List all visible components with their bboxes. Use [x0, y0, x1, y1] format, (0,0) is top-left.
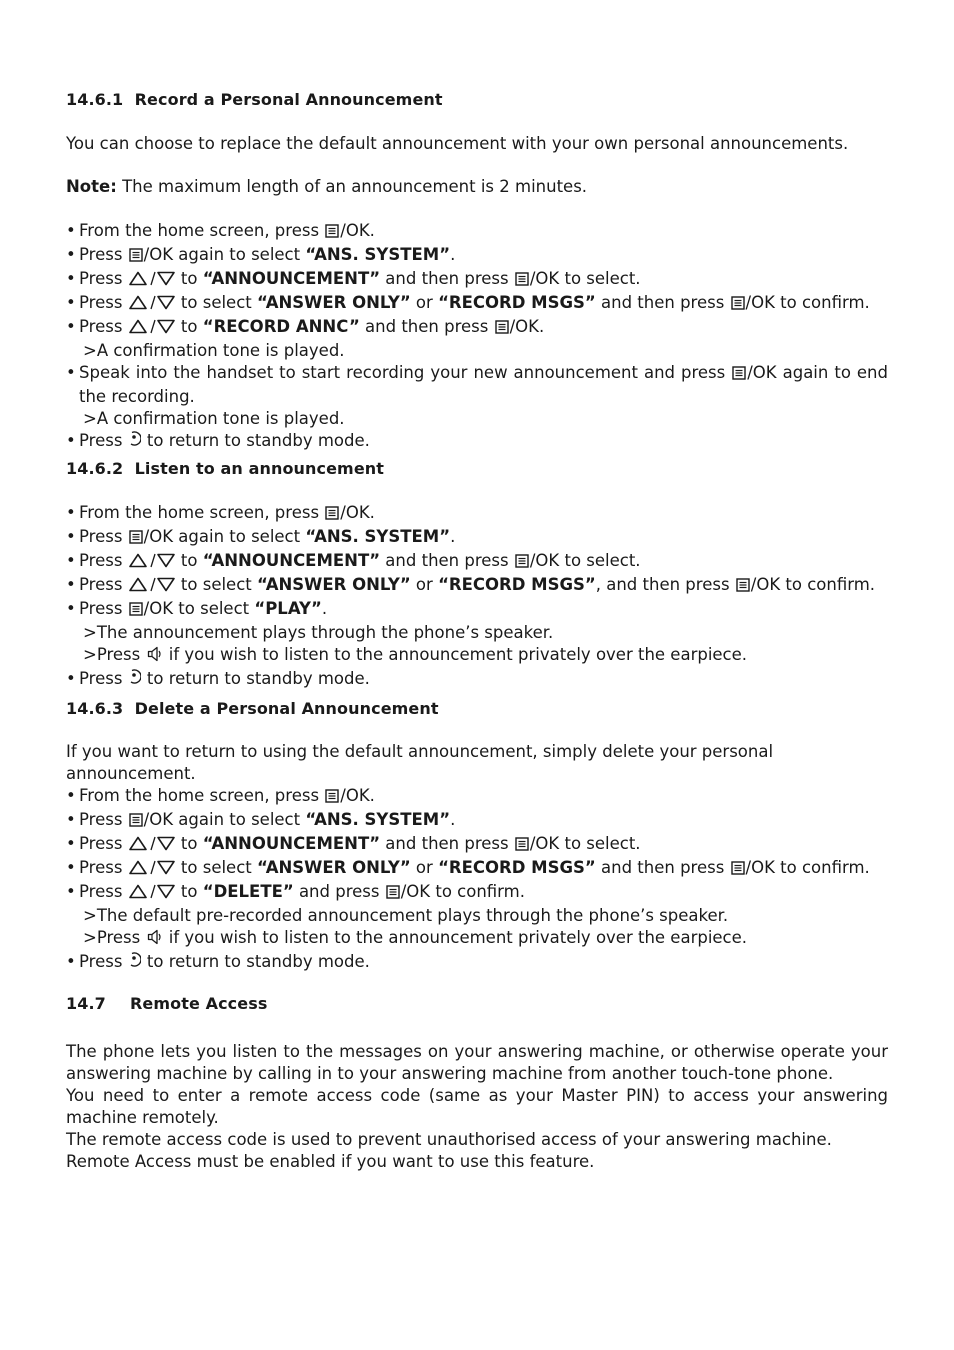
paragraph: You need to enter a remote access code (same as your Master PIN) to access your answering machine remotely. — [66, 1086, 888, 1127]
up-down-arrow-icon — [129, 552, 175, 574]
menu-ok-icon — [325, 504, 339, 526]
paragraph: Remote Access must be enabled if you want to use this feature. — [66, 1152, 595, 1171]
up-down-arrow-icon — [129, 318, 175, 340]
list-item: • Press to “ANNOUNCEMENT” and then press /OK to select. — [66, 833, 888, 857]
list-item: >A confirmation tone is played. — [83, 341, 345, 360]
list-item: • Press to return to standby mode. — [66, 668, 888, 692]
up-down-arrow-icon — [129, 883, 175, 905]
menu-ok-icon — [736, 576, 750, 598]
list-item: • Press to return to standby mode. — [66, 430, 888, 454]
menu-ok-icon — [129, 528, 143, 550]
list-item: • Press to “DELETE” and press /OK to confirm. — [66, 881, 888, 905]
steps-list-listen — [66, 502, 888, 692]
paragraph: The phone lets you listen to the messages on your answering machine, or otherwise operate your answering machine by calling in to your answering machine from another touch-tone phone. — [66, 1042, 888, 1083]
menu-ok-icon — [515, 835, 529, 857]
list-item: >Press if you wish to listen to the announcement privately over the earpiece. — [66, 644, 888, 668]
steps-list-record — [66, 220, 888, 454]
list-item: • Press to select “ANSWER ONLY” or “RECORD MSGS” and then press /OK to confirm. — [66, 292, 888, 316]
list-item: >A confirmation tone is played. — [83, 409, 345, 428]
paragraph: The remote access code is used to prevent unauthorised access of your answering machine. — [66, 1130, 832, 1149]
end-call-icon — [129, 951, 141, 975]
list-item: • Press to “RECORD ANNC” and then press /OK. — [66, 316, 888, 340]
menu-ok-icon — [129, 600, 143, 622]
list-item: >The default pre-recorded announcement plays through the phone’s speaker. — [83, 906, 729, 925]
up-down-arrow-icon — [129, 576, 175, 598]
list-item: • Press to “ANNOUNCEMENT” and then press /OK to select. — [66, 550, 888, 574]
menu-ok-icon — [325, 222, 339, 244]
list-item: • Press /OK again to select “ANS. SYSTEM”. — [66, 526, 888, 550]
list-item: • Press to return to standby mode. — [66, 951, 888, 975]
steps-list-delete — [66, 785, 888, 975]
list-item: >The announcement plays through the phone’s speaker. — [83, 623, 554, 642]
menu-ok-icon — [515, 552, 529, 574]
menu-ok-icon — [129, 246, 143, 268]
up-down-arrow-icon — [129, 835, 175, 857]
intro-text: If you want to return to using the default announcement, simply delete your personal announcement. — [66, 742, 774, 783]
menu-ok-icon — [325, 787, 339, 809]
speaker-icon — [147, 646, 163, 668]
speaker-icon — [147, 929, 163, 951]
remote-access-body — [66, 1041, 888, 1173]
list-item: >Press if you wish to listen to the announcement privately over the earpiece. — [66, 927, 888, 951]
list-item: • Press to “ANNOUNCEMENT” and then press /OK to select. — [66, 268, 888, 292]
menu-ok-icon — [731, 859, 745, 881]
list-item: • Press /OK again to select “ANS. SYSTEM”. — [66, 244, 888, 268]
menu-ok-icon — [495, 318, 509, 340]
list-item: • Speak into the handset to start recording your new announcement and press /OK again to end the recording. — [66, 362, 888, 408]
menu-ok-icon — [731, 294, 745, 316]
list-item: • Press to select “ANSWER ONLY” or “RECORD MSGS” and then press /OK to confirm. — [66, 857, 888, 881]
list-item: • From the home screen, press /OK. — [66, 220, 888, 244]
note-text: Note: The maximum length of an announcement is 2 minutes. — [66, 177, 588, 196]
list-item: • From the home screen, press /OK. — [66, 502, 888, 526]
list-item: • From the home screen, press /OK. — [66, 785, 888, 809]
menu-ok-icon — [732, 364, 746, 386]
up-down-arrow-icon — [129, 270, 175, 292]
menu-ok-icon — [386, 883, 400, 905]
list-item: • Press /OK again to select “ANS. SYSTEM”. — [66, 809, 888, 833]
section-heading-14-6-3: 14.6.3 Delete a Personal Announcement — [66, 699, 439, 718]
up-down-arrow-icon — [129, 294, 175, 316]
section-heading-14-6-2: 14.6.2 Listen to an announcement — [66, 459, 385, 478]
menu-ok-icon — [129, 811, 143, 833]
end-call-icon — [129, 430, 141, 454]
end-call-icon — [129, 668, 141, 692]
list-item: • Press /OK to select “PLAY”. — [66, 598, 888, 622]
section-heading-14-6-1: 14.6.1 Record a Personal Announcement — [66, 90, 443, 109]
up-down-arrow-icon — [129, 859, 175, 881]
menu-ok-icon — [515, 270, 529, 292]
section-heading-14-7: 14.7 Remote Access — [66, 994, 268, 1013]
intro-text: You can choose to replace the default announcement with your own personal announcements. — [66, 134, 849, 153]
list-item: • Press to select “ANSWER ONLY” or “RECORD MSGS”, and then press /OK to confirm. — [66, 574, 888, 598]
